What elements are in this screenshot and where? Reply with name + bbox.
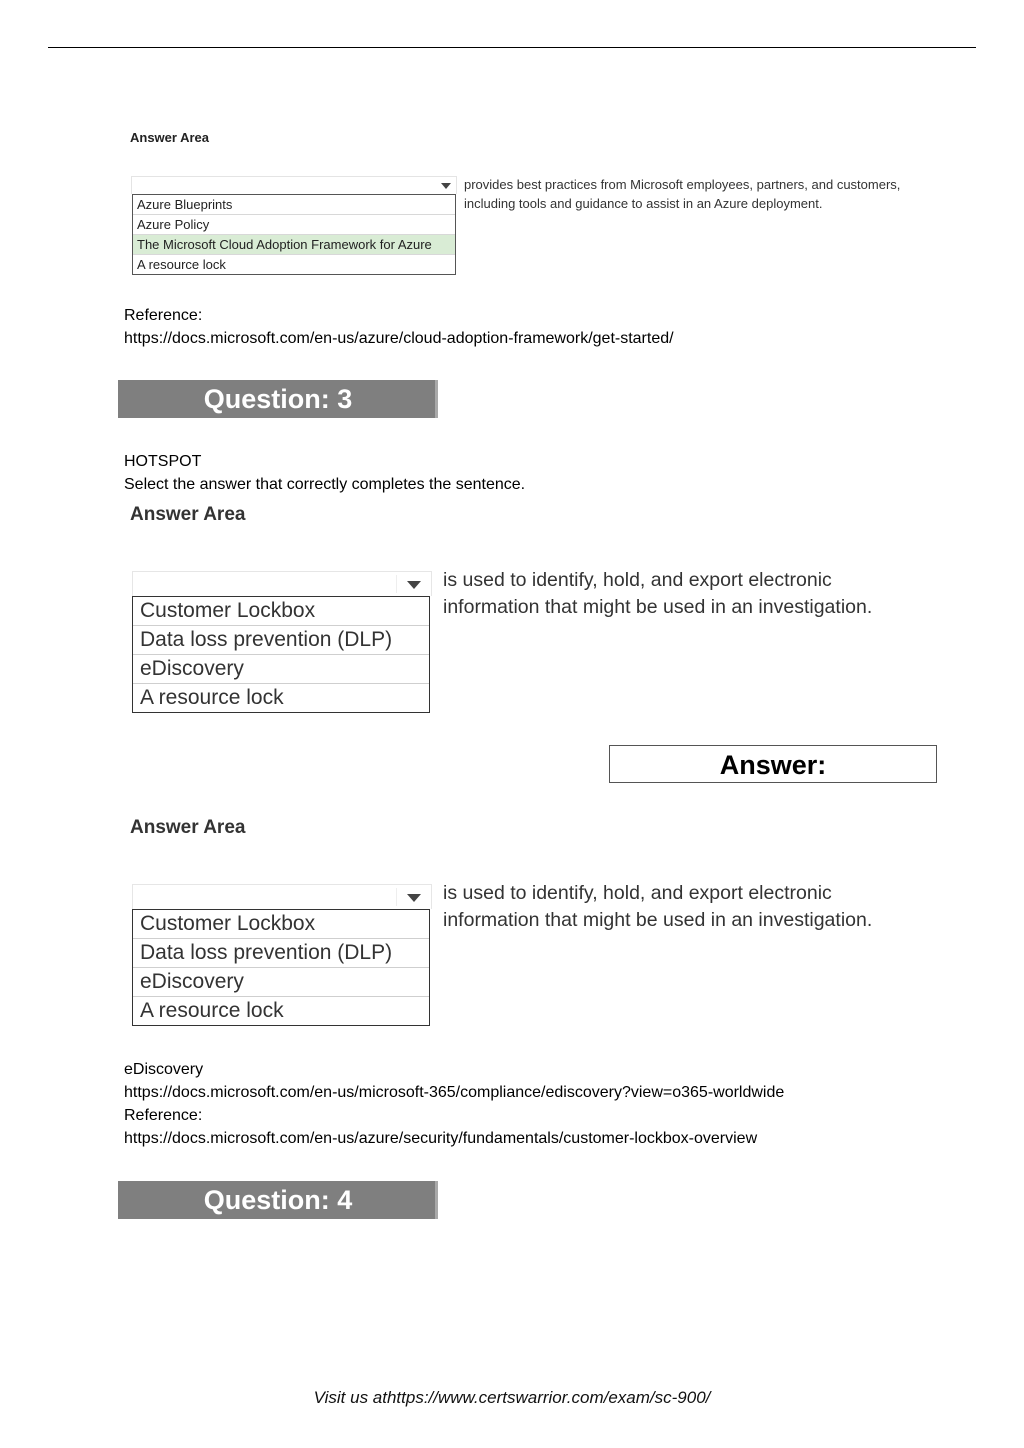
answer-link[interactable]: https://docs.microsoft.com/en-us/microsoft-365/compliance/ediscovery?view=o365-worldwide — [124, 1084, 785, 1101]
dropdown-options — [132, 194, 456, 275]
reference-link[interactable]: https://docs.microsoft.com/en-us/azure/security/fundamentals/customer-lockbox-overview — [124, 1130, 758, 1147]
answer-area-label: Answer Area — [130, 504, 246, 525]
sentence-line: is used to identify, hold, and export electronic — [443, 569, 832, 591]
reference-label: Reference: — [124, 307, 203, 324]
dropdown-option[interactable]: A resource lock — [140, 686, 284, 709]
dropdown-option[interactable]: Data loss prevention (DLP) — [133, 939, 429, 968]
dropdown-option[interactable]: Customer Lockbox — [133, 910, 429, 939]
answer-text: eDiscovery — [124, 1061, 204, 1078]
divider — [396, 888, 397, 906]
sentence-text — [443, 880, 903, 934]
chevron-down-icon[interactable] — [407, 894, 421, 902]
answer-explanation — [124, 1058, 784, 1150]
dropdown-option[interactable]: A resource lock — [140, 999, 284, 1022]
sentence-text — [443, 567, 903, 621]
question-title: Question: 4 — [203, 1185, 353, 1215]
dropdown-option[interactable]: Data loss prevention (DLP) — [133, 626, 429, 655]
reference-link[interactable]: https://docs.microsoft.com/en-us/azure/cloud-adoption-framework/get-started/ — [124, 330, 674, 347]
dropdown-option[interactable]: eDiscovery — [133, 968, 429, 997]
divider — [396, 575, 397, 593]
question-intro — [124, 450, 525, 496]
question-type: HOTSPOT — [124, 453, 202, 470]
dropdown-options — [132, 596, 430, 713]
footer-text: Visit us athttps://www.certswarrior.com/exam/sc-900/ — [313, 1388, 711, 1407]
dropdown-option[interactable]: Azure Policy — [133, 215, 455, 235]
dropdown-option[interactable]: eDiscovery — [133, 655, 429, 684]
question-title: Question: 3 — [203, 384, 353, 414]
chevron-down-icon[interactable] — [441, 183, 451, 189]
sentence-line: including tools and guidance to assist in an Azure deployment. — [464, 196, 823, 211]
dropdown-option[interactable]: Customer Lockbox — [133, 597, 429, 626]
sentence-line: information that might be used in an investigation. — [443, 909, 873, 931]
reference-label: Reference: — [124, 1107, 203, 1124]
chevron-down-icon[interactable] — [407, 581, 421, 589]
dropdown-select[interactable] — [132, 884, 432, 909]
answer-heading: Answer: — [719, 750, 827, 780]
dropdown-select[interactable] — [131, 176, 457, 194]
dropdown-select[interactable] — [132, 571, 432, 596]
answer-heading-box — [609, 745, 937, 783]
top-rule — [48, 47, 976, 48]
sentence-line: provides best practices from Microsoft employees, partners, and customers, — [464, 177, 901, 192]
sentence-line: is used to identify, hold, and export electronic — [443, 882, 832, 904]
reference-block — [124, 304, 674, 350]
sentence-line: information that might be used in an investigation. — [443, 596, 873, 618]
dropdown-option[interactable]: A resource lock — [137, 257, 226, 272]
sentence-text — [464, 175, 944, 213]
question-prompt: Select the answer that correctly completes the sentence. — [124, 476, 526, 493]
question-banner — [118, 380, 438, 418]
answer-area-label: Answer Area — [130, 130, 209, 145]
question-banner — [118, 1181, 438, 1219]
answer-area-label: Answer Area — [130, 817, 246, 838]
dropdown-options — [132, 909, 430, 1026]
dropdown-option[interactable]: Azure Blueprints — [133, 195, 455, 215]
dropdown-option-selected[interactable]: The Microsoft Cloud Adoption Framework for Azure — [133, 235, 455, 255]
